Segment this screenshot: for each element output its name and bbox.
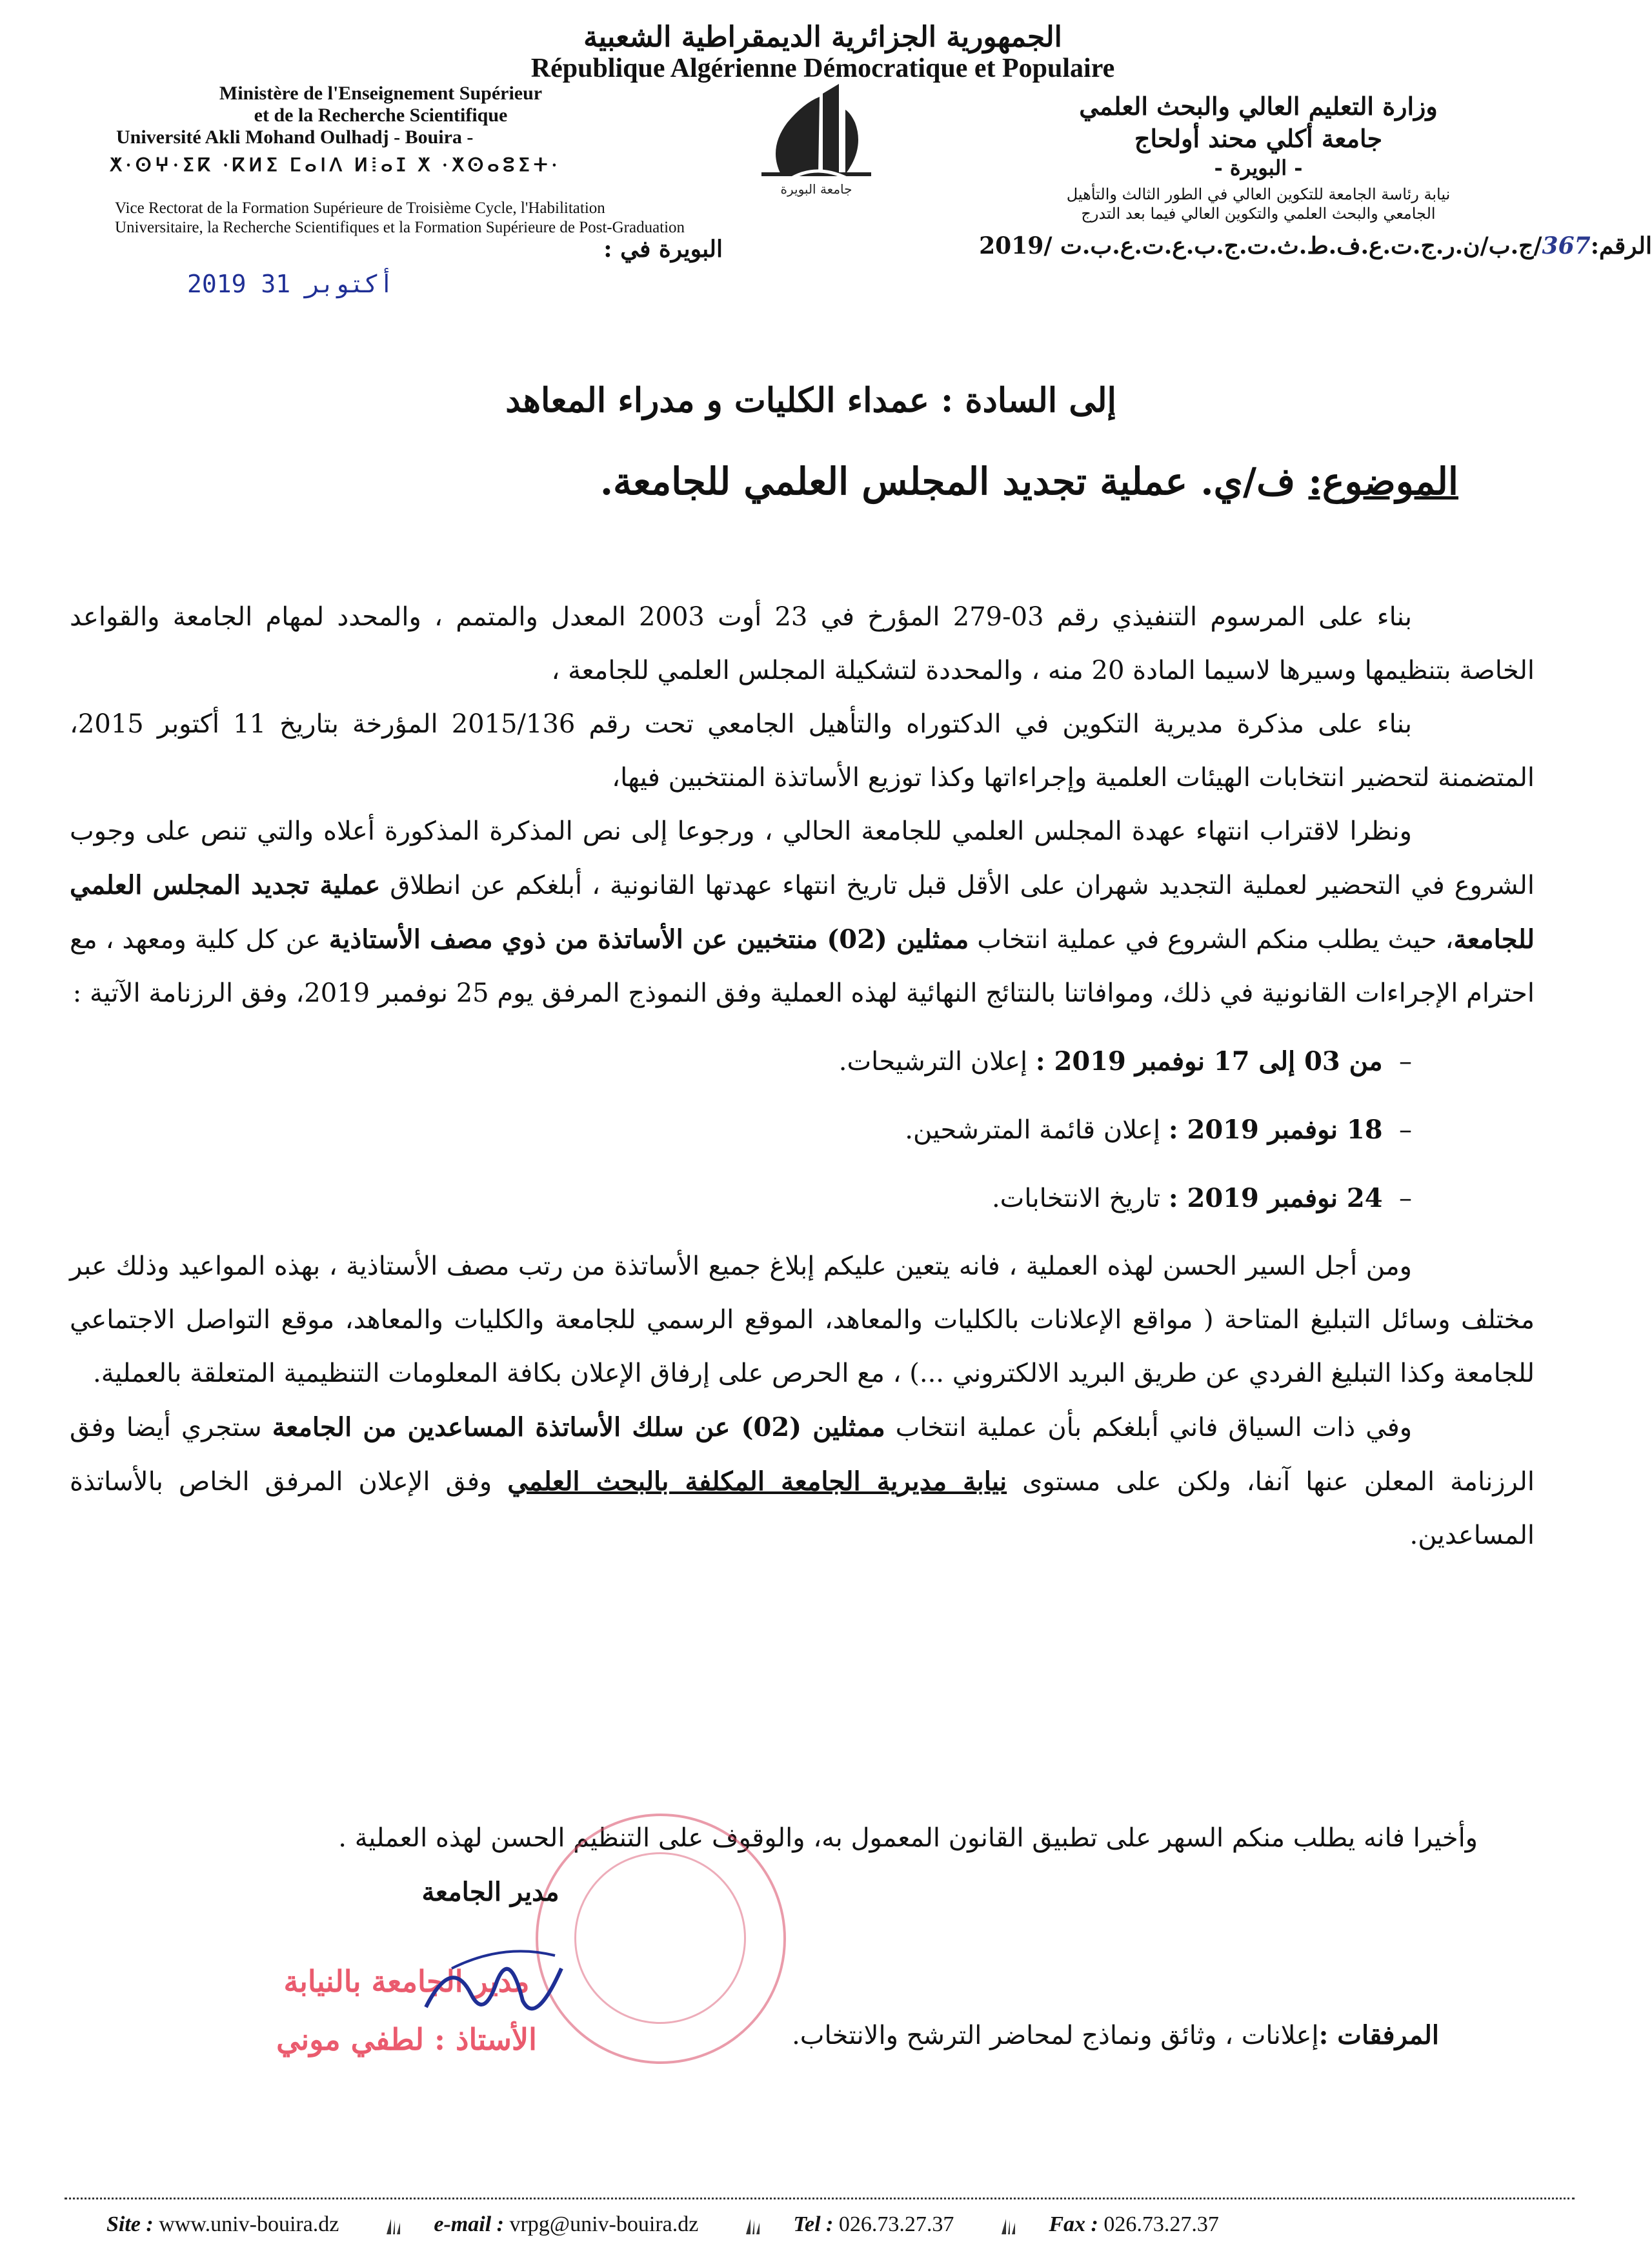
fax-label: Fax : xyxy=(1049,2212,1098,2236)
paragraph-2: بناء على مذكرة مديرية التكوين في الدكتوراه والتأهيل الجامعي تحت رقم 2015/136 المؤرخة بتاريخ 11 أكتوبر 2015، المتضمنة لتحضير انتخابات الهيئات العلمية وإجراءاتها وكذا توزيع الأساتذة المنتخبين فيها، xyxy=(70,709,1535,793)
paragraph-3-part-a: ونظرا لاقتراب انتهاء عهدة المجلس العلمي للجامعة الحالي ، ورجوعا إلى نص المذكرة المذكورة أعلاه والتي تنص على وجوب الشروع في التحضير لعملية التجديد شهران على الأقل قبل تاريخ انتهاء عهدتها القانونية ، أبلغكم عن انطلاق xyxy=(70,816,1535,900)
schedule-item-2: – 18 نوفمبر 2019 : إعلان قائمة المترشحين. xyxy=(905,1115,1412,1145)
signatory-stamp-line-1: مدير الجامعة بالنيابة xyxy=(283,1964,530,1999)
reference-number: 367 xyxy=(1542,232,1591,259)
footer-divider xyxy=(65,2198,1575,2199)
signatory-stamp-line-2: الأستاذ : لطفي موني xyxy=(276,2022,537,2057)
schedule-item-1: – من 03 إلى 17 نوفمبر 2019 : إعلان الترشيحات. xyxy=(838,1046,1412,1076)
paragraph-5-emphasis-2: نيابة مديرية الجامعة المكلفة بالبحث العلمي xyxy=(507,1466,1007,1497)
email-address[interactable]: vrpg@univ-bouira.dz xyxy=(509,2212,699,2236)
header-french-block xyxy=(97,83,665,177)
logo-mark-icon xyxy=(743,2216,762,2236)
vice-arabic-line-2: الجامعي والبحث العلمي والتكوين العالي فيما بعد التدرج xyxy=(1081,205,1436,223)
letter-body xyxy=(70,591,1535,1562)
university-arabic: جامعة أكلي محند أولحاج xyxy=(1134,124,1383,153)
subject-label: الموضوع: xyxy=(1308,460,1458,503)
email-label: e-mail : xyxy=(434,2212,504,2236)
logo-mark-icon xyxy=(383,2216,403,2236)
city-arabic: - البويرة - xyxy=(1214,156,1303,180)
attachments-text: إعلانات ، وثائق ونماذج لمحاضر الترشح والانتخاب. xyxy=(792,2021,1319,2050)
vice-rectorat-line-2: Universitaire, la Recherche Scientifiques et la Formation Supérieure de Post-Graduation xyxy=(115,219,685,236)
subject-text: ف/ي. عملية تجديد المجلس العلمي للجامعة. xyxy=(599,460,1309,503)
footer-fax xyxy=(1049,2212,1219,2237)
logo-caption: جامعة البويرة xyxy=(780,181,852,197)
reference-code: /ج.ب/ن.ر.ج.ت.ع.ف.ط.ث.ت.ج.ب.ع.ت.ع.ب.ت /2019 xyxy=(979,232,1542,259)
paragraph-5-part-c: ستجري أيضا وفق الرزنامة المعلن عنها آنفا، ولكن على مستوى xyxy=(70,1413,1535,1497)
paragraph-3-emphasis-1: عملية تجديد المجلس العلمي للجامعة xyxy=(70,870,1535,955)
footer-site xyxy=(106,2212,339,2237)
attachments-line xyxy=(710,2020,1439,2050)
schedule-item-3: – 24 نوفمبر 2019 : تاريخ الانتخابات. xyxy=(991,1183,1412,1213)
footer-tel xyxy=(793,2212,954,2237)
ministry-arabic: وزارة التعليم العالي والبحث العلمي xyxy=(1079,92,1438,121)
logo-mark-icon xyxy=(998,2216,1018,2236)
fax-number: 026.73.27.37 xyxy=(1103,2212,1219,2236)
vice-arabic-line-1: نيابة رئاسة الجامعة للتكوين العالي في الطور الثالث والتأهيل xyxy=(1066,185,1451,203)
paragraph-5-part-e: وفق الإعلان المرفق الخاص بالأساتذة المساعدين. xyxy=(70,1467,1535,1550)
footer-contact xyxy=(106,2212,1591,2237)
subject-line xyxy=(387,460,1458,503)
paragraph-3-part-c: ، حيث يطلب منكم الشروع في عملية انتخاب xyxy=(969,925,1454,955)
footer-email xyxy=(434,2212,698,2237)
paragraph-5 xyxy=(70,1400,1535,1562)
header-arabic-block xyxy=(981,90,1536,223)
header-republic-french: République Algérienne Démocratique et Populaire xyxy=(530,54,1115,83)
schedule-date-1: من 03 إلى 17 نوفمبر 2019 : xyxy=(1035,1046,1383,1076)
ministry-line-1: Ministère de l'Enseignement Supérieur xyxy=(219,83,543,104)
addressee: إلى السادة : عمداء الكليات و مدراء المعاهد xyxy=(505,381,1116,420)
schedule-text-2: إعلان قائمة المترشحين. xyxy=(905,1115,1169,1145)
university-logo xyxy=(742,77,891,197)
header-republic-arabic: الجمهورية الجزائرية الديمقراطية الشعبية xyxy=(583,21,1062,54)
vice-rectorat-line-1: Vice Rectorat de la Formation Supérieure de Troisième Cycle, l'Habilitation xyxy=(115,199,605,217)
paragraph-5-part-a: وفي ذات السياق فاني أبلغكم بأن عملية انتخاب xyxy=(885,1413,1413,1442)
paragraph-3 xyxy=(70,805,1535,1020)
university-name-french: Université Akli Mohand Oulhadj - Bouira - xyxy=(116,126,474,148)
schedule-text-3: تاريخ الانتخابات. xyxy=(991,1184,1169,1213)
ministry-line-2: et de la Recherche Scientifique xyxy=(254,105,508,126)
site-label: Site : xyxy=(106,2212,154,2236)
schedule-text-1: إعلان الترشيحات. xyxy=(838,1047,1036,1076)
tel-number: 026.73.27.37 xyxy=(838,2212,954,2236)
paragraph-5-emphasis-1: ممثلين (02) عن سلك الأساتذة المساعدين من الجامعة xyxy=(272,1412,885,1442)
paragraph-1: بناء على المرسوم التنفيذي رقم 03-279 المؤرخ في 23 أوت 2003 المعدل والمتمم ، والمحدد لمهام الجامعة والقواعد الخاصة بتنظيمها وسيرها لاسيما المادة 20 منه ، والمحددة لتشكيلة المجلس العلمي للجامعة ، xyxy=(70,602,1535,685)
place-date-label: البويرة في : xyxy=(603,236,723,263)
reference-line xyxy=(787,232,1652,259)
closing-sentence: وأخيرا فانه يطلب منكم السهر على تطبيق القانون المعمول به، والوقوف على التنظيم الحسن لهذه العملية . xyxy=(338,1823,1478,1853)
schedule-date-2: 18 نوفمبر 2019 : xyxy=(1168,1115,1383,1145)
paragraph-4: ومن أجل السير الحسن لهذه العملية ، فانه يتعين عليكم إبلاغ جميع الأساتذة من رتب مصف الأستاذية ، بهذه المواعيد وذلك عبر مختلف وسائل التبليغ المتاحة ( مواقع الإعلانات بالكليات والمعاهد، الموقع الرسمي للجامعة والكليات والمعاهد، موقع التواصل الاجتماعي للجامعة وكذا التبليغ الفردي عن طريق البريد الالكتروني ...) ، مع الحرص على إرفاق الإعلان بكافة المعلومات التنظيمية المتعلقة بالعملية. xyxy=(70,1251,1535,1388)
date-stamp: 2019 أكتوبر 31 xyxy=(187,270,394,298)
attachments-label: المرفقات : xyxy=(1318,2020,1439,2050)
reference-label: الرقم: xyxy=(1590,232,1652,259)
site-url[interactable]: www.univ-bouira.dz xyxy=(159,2212,339,2236)
university-name-tifinagh: ⵅ·ⵙⵖ·ⵉⴽ ·ⴽⵍⵉ ⵎⴰⵏⴷ ⵍⵂⴰⵊ ⵅ ·ⵅⵙⴰⵓⵉⵜ· xyxy=(110,156,561,176)
paragraph-3-part-e: عن كل كلية ومعهد ، مع احترام الإجراءات القانونية في ذلك، وموافاتنا بالنتائج النهائية لهذه العملية وفق النموذج المرفق يوم 25 نوفمبر 2019، وفق الرزنامة الآتية : xyxy=(70,925,1535,1008)
paragraph-3-emphasis-2: ممثلين (02) منتخبين عن الأساتذة من ذوي مصف الأستاذية xyxy=(328,924,969,955)
handwritten-signature xyxy=(413,1930,581,2033)
signatory-title: مدير الجامعة xyxy=(421,1877,559,1907)
tel-label: Tel : xyxy=(793,2212,834,2236)
schedule-date-3: 24 نوفمبر 2019 : xyxy=(1168,1183,1383,1213)
vice-rectorat-french xyxy=(115,199,902,238)
